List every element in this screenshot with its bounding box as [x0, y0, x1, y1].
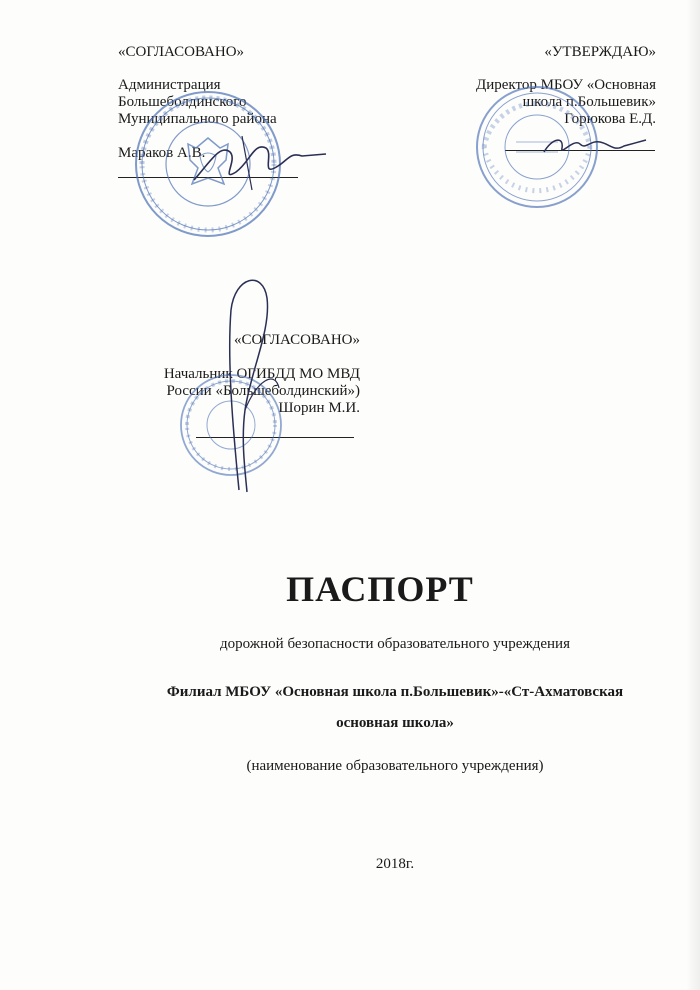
institution-name-line-1: Филиал МБОУ «Основная школа п.Большевик»-«Ст-Ахматовская	[166, 684, 624, 700]
document-title: ПАСПОРТ	[286, 569, 474, 609]
left-approval-line-2: Большеболдинского	[118, 94, 247, 110]
middle-signature	[205, 270, 295, 495]
right-approval-line-2: школа п.Большевик»	[522, 94, 656, 110]
middle-approval-line-1: Начальник ОГИБДД МО МВД	[163, 366, 360, 382]
left-approval-signatory: Мараков А.В.	[118, 145, 206, 161]
right-approval-signatory: Горюкова Е.Д.	[564, 111, 656, 127]
left-approval-line-1: Администрация	[118, 77, 221, 93]
right-signature	[540, 130, 650, 160]
left-signature	[190, 132, 330, 192]
middle-approval-signatory: Шорин М.И.	[278, 400, 360, 416]
right-approval-line-1: Директор МБОУ «Основная	[475, 77, 656, 93]
left-approval-heading: «СОГЛАСОВАНО»	[118, 44, 245, 60]
institution-name-line-2: основная школа»	[336, 715, 454, 731]
middle-approval-line-2: России «Большеболдинский»)	[166, 383, 360, 399]
middle-approval-heading: «СОГЛАСОВАНО»	[233, 332, 360, 348]
left-approval-line-3: Муниципального района	[118, 111, 277, 127]
document-year: 2018г.	[375, 856, 415, 872]
scan-edge-shadow	[686, 0, 700, 990]
institution-caption: (наименование образовательного учреждения)	[246, 758, 544, 774]
right-approval-heading: «УТВЕРЖДАЮ»	[544, 44, 656, 60]
document-subtitle: дорожной безопасности образовательного учреждения	[220, 636, 570, 652]
